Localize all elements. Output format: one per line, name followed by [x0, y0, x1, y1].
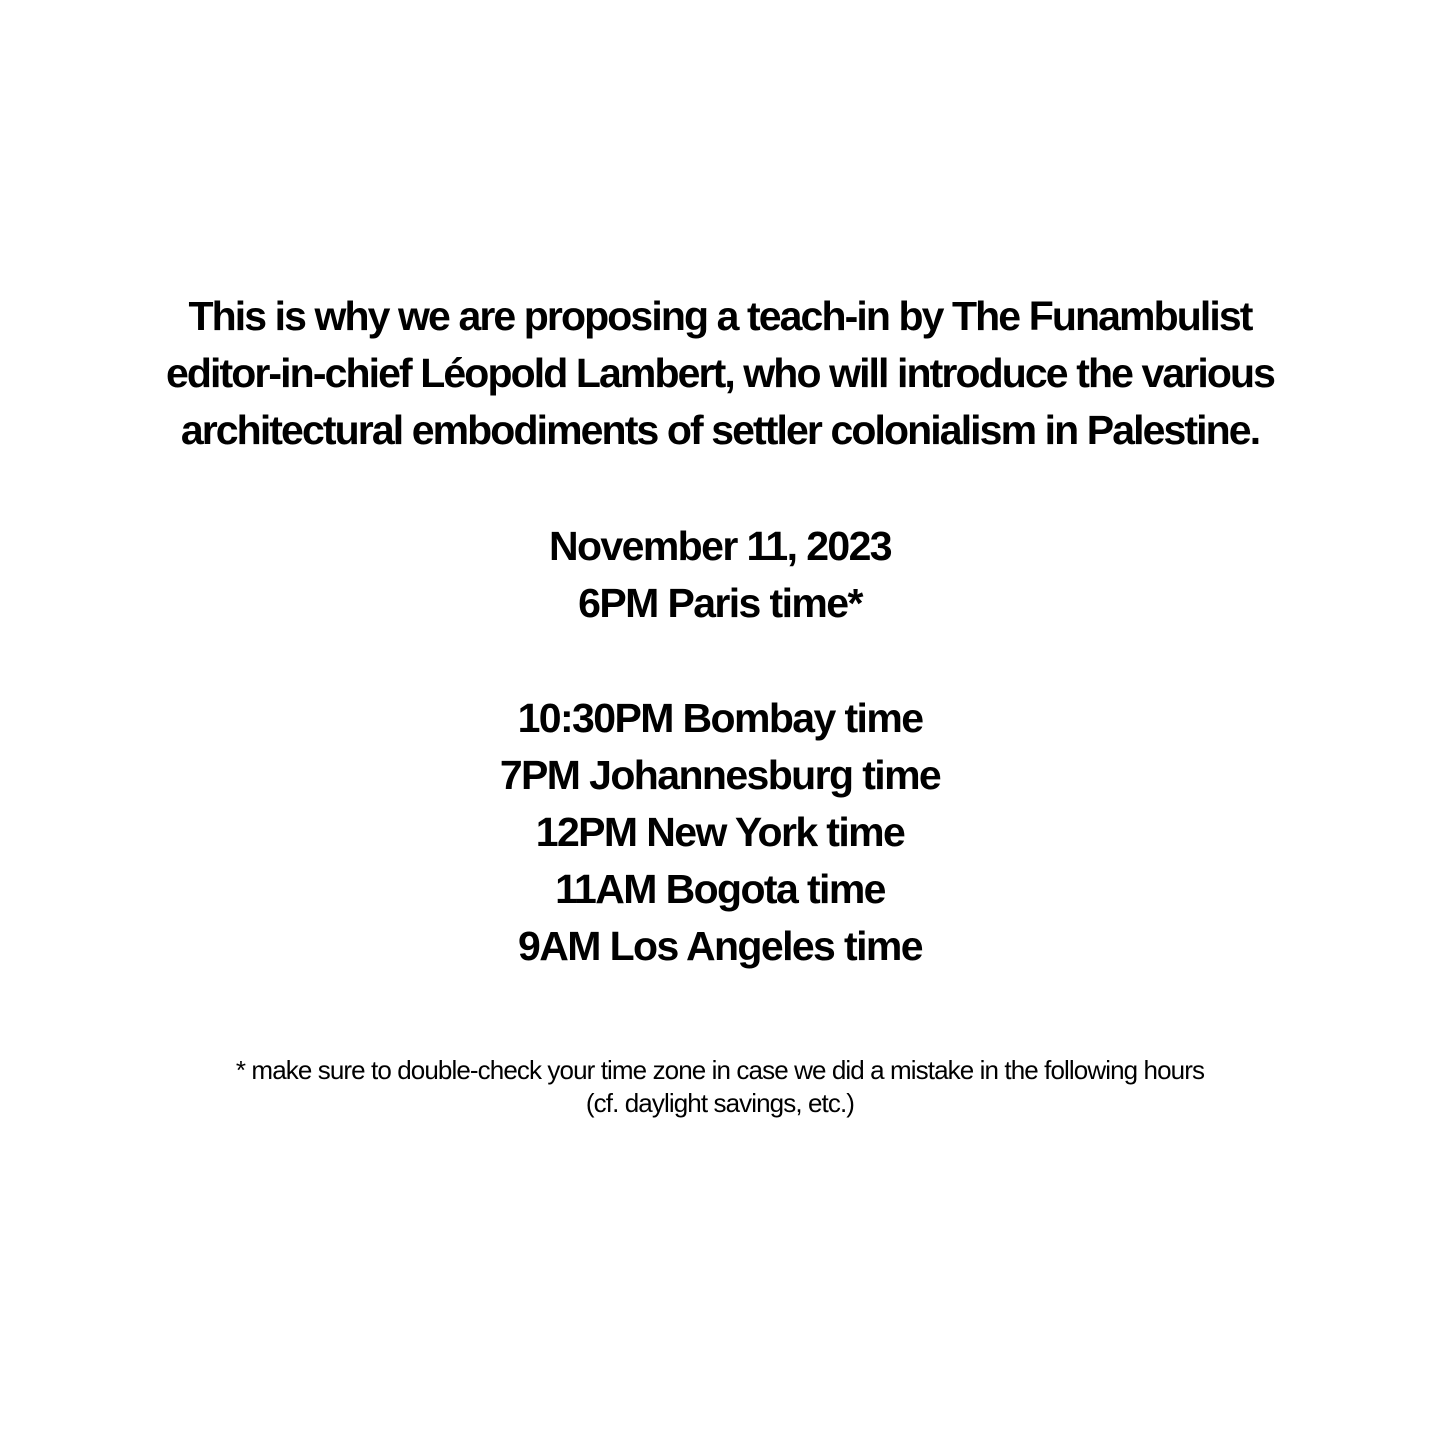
footnote-line: * make sure to double-check your time zone in case we did a mistake in the following hours	[235, 1055, 1205, 1085]
event-date-block	[0, 518, 1440, 632]
footnote-line: (cf. daylight savings, etc.)	[585, 1088, 855, 1118]
timezone-item-bombay: 10:30PM Bombay time	[517, 695, 923, 741]
timezone-list	[0, 690, 1440, 975]
event-date: November 11, 2023	[548, 523, 892, 569]
intro-line: editor-in-chief Léopold Lambert, who will introduce the various	[165, 350, 1275, 396]
event-paris-time: 6PM Paris time*	[578, 580, 862, 626]
timezone-item-bogota: 11AM Bogota time	[555, 866, 885, 912]
footnote	[0, 1054, 1440, 1120]
timezone-item-los-angeles: 9AM Los Angeles time	[518, 923, 922, 969]
intro-paragraph	[0, 288, 1440, 459]
intro-line: architectural embodiments of settler colonialism in Palestine.	[180, 407, 1260, 453]
intro-line: This is why we are proposing a teach-in by The Funambulist	[188, 293, 1252, 339]
timezone-item-new-york: 12PM New York time	[535, 809, 905, 855]
timezone-item-johannesburg: 7PM Johannesburg time	[499, 752, 941, 798]
